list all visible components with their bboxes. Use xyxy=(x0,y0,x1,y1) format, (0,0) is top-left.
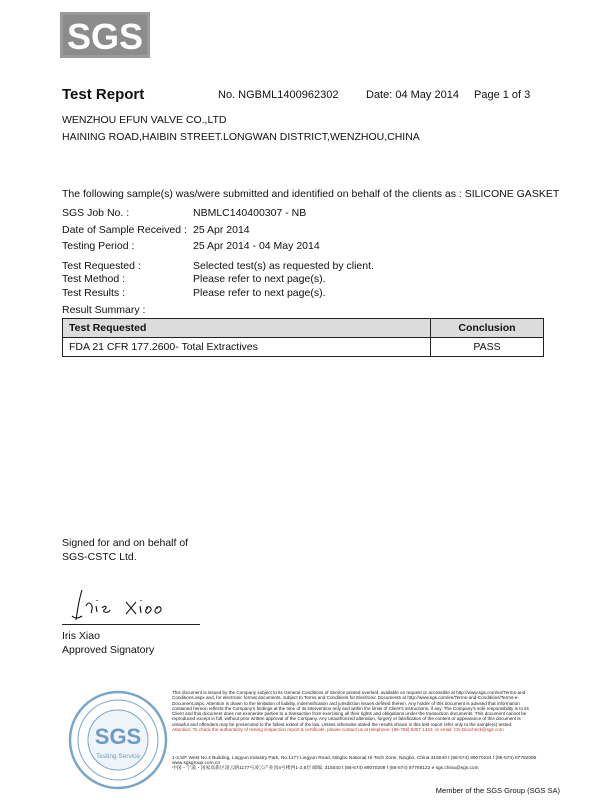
page-number: Page 1 of 3 xyxy=(474,89,531,101)
intro-text: The following sample(s) was/were submitted and identified on behalf of the clients as : SILICONE GASKET xyxy=(62,188,560,200)
report-number: No. NGBML1400962302 xyxy=(218,89,339,101)
address-chinese: 中国・宁波・国家高新区凌云路1177号凌云产业园4号楼西1-2,5层 邮编: 315040 t (86-574) 89070209 f (86-574) 87768122 e sgs.china@sgs.com xyxy=(172,766,479,771)
signed-for-text: Signed for and on behalf of xyxy=(62,537,189,549)
report-date: Date: 04 May 2014 xyxy=(366,89,459,101)
footer-disclaimer xyxy=(172,690,532,732)
handwritten-signature xyxy=(66,586,186,626)
method-label: Test Method : xyxy=(62,273,126,285)
result-summary-table xyxy=(62,318,544,357)
signature-line xyxy=(62,624,200,625)
address-english: 1-2,5/F West No.4 Building, Lingyun Industry Park, No.1177 Lingyun Road, Ningbo National Hi-Tech Zone, Ningbo, China 315040 t (86-574) 89070224 f (86-574) 87782095 www.sgsgroup.com.cn xyxy=(172,756,537,766)
attention-text: Attention: To check the authenticity of testing /inspection report & certificate, please contact us at telephone: (86-755) 8307 1443, or email: CN.Doccheck@sgs.com xyxy=(172,727,504,733)
member-statement: Member of the SGS Group (SGS SA) xyxy=(435,786,560,795)
job-label: SGS Job No. : xyxy=(62,207,130,219)
table-header-row xyxy=(63,319,544,338)
period-value: 25 Apr 2014 - 04 May 2014 xyxy=(193,240,320,252)
sgs-logo xyxy=(60,12,150,58)
results-value: Please refer to next page(s). xyxy=(193,287,326,299)
seal-text: SGS xyxy=(94,724,142,749)
seal-icon xyxy=(66,688,170,792)
requested-label: Test Requested : xyxy=(62,260,141,272)
client-address: HAINING ROAD,HAIBIN STREET.LONGWAN DISTRICT,WENZHOU,CHINA xyxy=(62,131,420,143)
col-conclusion: Conclusion xyxy=(431,319,544,338)
period-label: Testing Period : xyxy=(62,240,135,252)
sgs-testing-service-seal xyxy=(66,688,170,792)
signatory-title: Approved Signatory xyxy=(62,644,155,656)
table-row xyxy=(63,338,544,357)
results-label: Test Results : xyxy=(62,287,126,299)
signatory-name: Iris Xiao xyxy=(62,630,100,642)
report-title: Test Report xyxy=(62,86,145,103)
row-test-requested: FDA 21 CFR 177.2600- Total Extractives xyxy=(63,338,431,357)
summary-label: Result Summary : xyxy=(62,304,146,316)
client-name: WENZHOU EFUN VALVE CO.,LTD xyxy=(62,114,227,126)
sgs-logo-icon xyxy=(60,12,150,58)
disclaimer-text: This document is issued by the Company subject to its General Conditions of Service printed overleaf, available on request or accessible at http://www.sgs.com/en/Terms-and-Conditions.aspx and, for electronic format documents, subject to Terms and Conditions for Electronic Documents at http://www.sgs.com/en/Terms-and-Conditions/Terms-e-Document.aspx. Attention is drawn to the limitation of liability, indemnification and jurisdiction issues defined therein. Any holder of this document is advised that information contained hereon reflects the Company's findings at the time of its intervention only and within the limits of Client's instructions, if any. The Company's sole responsibility is to its Client and this document does not exonerate parties to a transaction from exercising all their rights and obligations under the transaction documents. This document cannot be reproduced except in full, without prior written approval of the Company. Any unauthorized alteration, forgery or falsification of the content or appearance of this document is unlawful and offenders may be prosecuted to the fullest extent of the law. Unless otherwise stated the results shown in this test report refer only to the sample(s) tested. xyxy=(172,690,529,727)
job-value: NBMLC140400307 - NB xyxy=(193,207,307,219)
requested-value: Selected test(s) as requested by client. xyxy=(193,260,374,272)
signing-company: SGS-CSTC Ltd. xyxy=(62,551,137,563)
row-conclusion: PASS xyxy=(431,338,544,357)
received-value: 25 Apr 2014 xyxy=(193,224,250,236)
col-test-requested: Test Requested xyxy=(63,319,431,338)
seal-sub: Testing Service xyxy=(95,753,141,760)
received-label: Date of Sample Received : xyxy=(62,224,187,236)
method-value: Please refer to next page(s). xyxy=(193,273,326,285)
logo-text: SGS xyxy=(66,16,144,57)
